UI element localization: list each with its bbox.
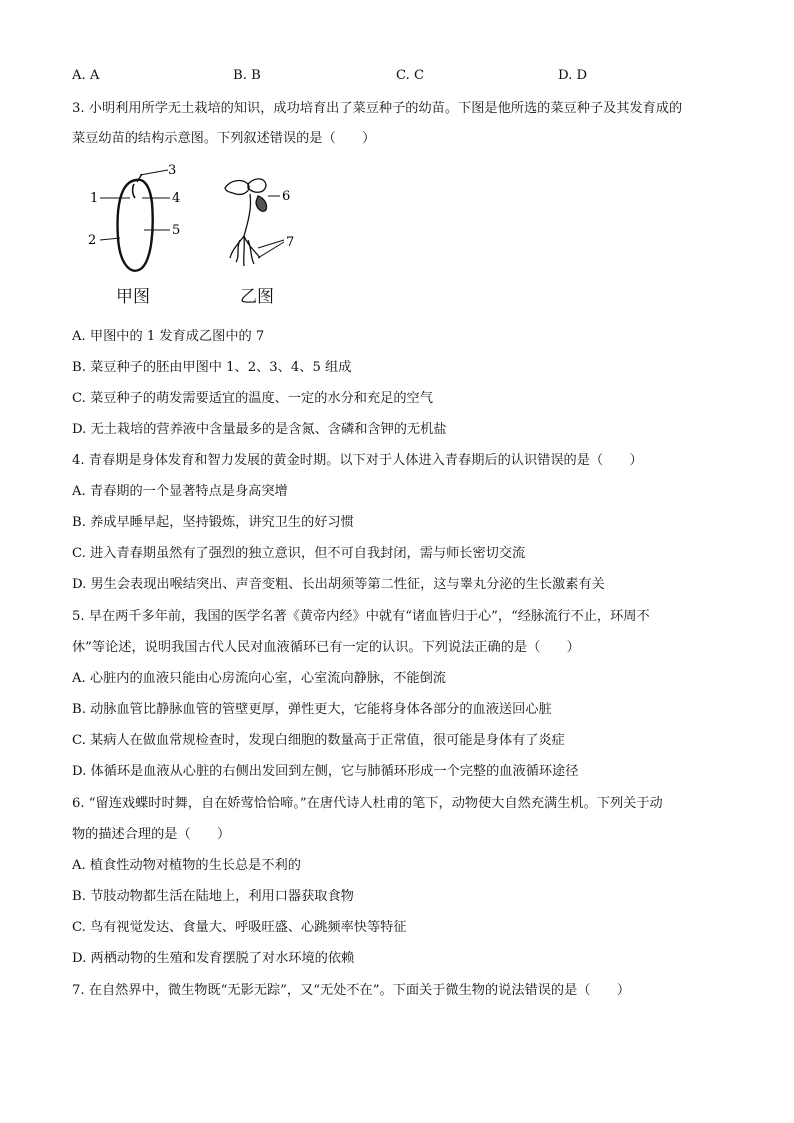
q6-option-a: A. 植食性动物对植物的生长总是不利的 xyxy=(72,858,301,873)
seed-label-5: 5 xyxy=(172,223,181,238)
q6-stem-line2: 物的描述合理的是（ ） xyxy=(72,827,231,842)
q6-option-c: C. 鸟有视觉发达、食量大、呼吸旺盛、心跳频率快等特征 xyxy=(72,920,407,935)
seedling-label-7: 7 xyxy=(286,235,295,250)
q2-option-c: C. C xyxy=(396,68,425,83)
q3-option-c: C. 菜豆种子的萌发需要适宜的温度、一定的水分和充足的空气 xyxy=(72,391,433,406)
bean-seed-drawing xyxy=(100,170,170,271)
q7-stem: 7. 在自然界中，微生物既“无影无踪”，又“无处不在”。下面关于微生物的说法错误的是（ ） xyxy=(72,983,631,998)
seed-label-4: 4 xyxy=(172,191,181,206)
q4-stem: 4. 青春期是身体发育和智力发展的黄金时期。以下对于人体进入青春期后的认识错误的是（ ） xyxy=(72,453,643,468)
seedling-label-6: 6 xyxy=(282,189,291,204)
q6-stem-line1: 6. “留连戏蝶时时舞，自在娇莺恰恰啼。”在唐代诗人杜甫的笔下，动物使大自然充满生机。下列关于动 xyxy=(72,796,663,811)
q2-option-b: B. B xyxy=(233,68,261,83)
q5-stem-line2: 休”等论述，说明我国古代人民对血液循环已有一定的认识。下列说法正确的是（ ） xyxy=(72,640,580,655)
q3-stem-line2: 菜豆幼苗的结构示意图。下列叙述错误的是（ ） xyxy=(72,131,376,146)
bean-seedling-drawing xyxy=(225,179,284,266)
q3-figure xyxy=(80,158,340,308)
q5-option-b: B. 动脉血管比静脉血管的管壁更厚，弹性更大，它能将身体各部分的血液送回心脏 xyxy=(72,702,552,717)
q5-option-a: A. 心脏内的血液只能由心房流向心室，心室流向静脉，不能倒流 xyxy=(72,671,446,686)
q3-option-a: A. 甲图中的 1 发育成乙图中的 7 xyxy=(72,329,265,344)
q6-option-d: D. 两栖动物的生殖和发育摆脱了对水环境的依赖 xyxy=(72,951,355,966)
q3-option-d: D. 无土栽培的营养液中含量最多的是含氮、含磷和含钾的无机盐 xyxy=(72,422,447,437)
seed-label-1: 1 xyxy=(90,191,99,206)
caption-figure-jia: 甲图 xyxy=(116,287,150,307)
seed-label-2: 2 xyxy=(88,233,97,248)
q6-option-b: B. 节肢动物都生活在陆地上，利用口器获取食物 xyxy=(72,889,354,904)
q5-stem-line1: 5. 早在两千多年前，我国的医学名著《黄帝内经》中就有“诸血皆归于心”，“经脉流行不止，环周不 xyxy=(72,609,650,624)
q2-option-a: A. A xyxy=(72,68,100,83)
q4-option-b: B. 养成早睡早起，坚持锻炼，讲究卫生的好习惯 xyxy=(72,515,354,530)
q3-stem-line1: 3. 小明利用所学无土栽培的知识，成功培育出了菜豆种子的幼苗。下图是他所选的菜豆种子及其发育成的 xyxy=(72,101,683,116)
q2-option-d: D. D xyxy=(558,68,588,83)
seed-label-3: 3 xyxy=(168,163,177,178)
caption-figure-yi: 乙图 xyxy=(240,287,274,307)
q3-option-b: B. 菜豆种子的胚由甲图中 1、2、3、4、5 组成 xyxy=(72,360,352,375)
q5-option-c: C. 某病人在做血常规检查时，发现白细胞的数量高于正常值，很可能是身体有了炎症 xyxy=(72,733,565,748)
q4-option-a: A. 青春期的一个显著特点是身高突增 xyxy=(72,484,288,499)
q4-option-c: C. 进入青春期虽然有了强烈的独立意识，但不可自我封闭，需与师长密切交流 xyxy=(72,546,526,561)
q5-option-d: D. 体循环是血液从心脏的右侧出发回到左侧，它与肺循环形成一个完整的血液循环途径 xyxy=(72,764,579,779)
q4-option-d: D. 男生会表现出喉结突出、声音变粗、长出胡须等第二性征，这与睾丸分泌的生长激素有关 xyxy=(72,577,605,592)
